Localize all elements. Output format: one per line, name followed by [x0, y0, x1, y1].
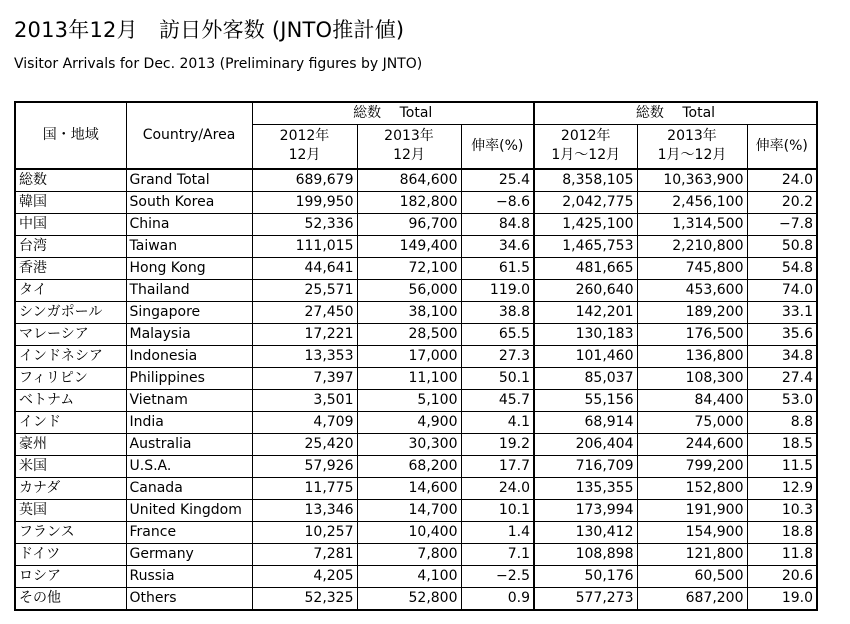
- value-2013-jan-dec-cell: 176,500: [637, 323, 747, 345]
- value-2013-dec-cell: 11,100: [357, 367, 461, 389]
- value-2012-dec-cell: 52,336: [252, 213, 357, 235]
- growth-monthly-cell: 17.7: [461, 455, 534, 477]
- country-jp-cell: フランス: [15, 521, 126, 543]
- growth-monthly-cell: 45.7: [461, 389, 534, 411]
- value-2012-jan-dec-cell: 173,994: [534, 499, 637, 521]
- country-jp-cell: 韓国: [15, 191, 126, 213]
- value-2013-jan-dec-cell: 75,000: [637, 411, 747, 433]
- value-2012-dec-cell: 11,775: [252, 477, 357, 499]
- country-jp-cell: フィリピン: [15, 367, 126, 389]
- table-row: [15, 235, 817, 257]
- growth-monthly-cell: 65.5: [461, 323, 534, 345]
- visitor-arrivals-table: [14, 101, 818, 611]
- country-en-cell: India: [126, 411, 252, 433]
- growth-monthly-cell: 19.2: [461, 433, 534, 455]
- country-en-cell: Taiwan: [126, 235, 252, 257]
- table-row: [15, 543, 817, 565]
- country-jp-cell: 中国: [15, 213, 126, 235]
- value-2012-dec-cell: 4,205: [252, 565, 357, 587]
- table-row: [15, 587, 817, 610]
- value-2012-dec-cell: 3,501: [252, 389, 357, 411]
- value-2013-jan-dec-cell: 745,800: [637, 257, 747, 279]
- value-2012-dec-cell: 7,397: [252, 367, 357, 389]
- country-en-cell: South Korea: [126, 191, 252, 213]
- table-row: [15, 279, 817, 301]
- value-2012-dec-cell: 689,679: [252, 169, 357, 192]
- table-row: [15, 455, 817, 477]
- value-2013-dec-cell: 7,800: [357, 543, 461, 565]
- value-2012-dec-cell: 13,353: [252, 345, 357, 367]
- growth-monthly-cell: 24.0: [461, 477, 534, 499]
- country-jp-cell: 英国: [15, 499, 126, 521]
- growth-monthly-cell: 38.8: [461, 301, 534, 323]
- growth-monthly-cell: 10.1: [461, 499, 534, 521]
- growth-monthly-cell: 84.8: [461, 213, 534, 235]
- value-2013-jan-dec-cell: 189,200: [637, 301, 747, 323]
- growth-monthly-cell: 61.5: [461, 257, 534, 279]
- country-jp-cell: 米国: [15, 455, 126, 477]
- table-row: [15, 477, 817, 499]
- value-2012-jan-dec-cell: 716,709: [534, 455, 637, 477]
- growth-yearly-cell: 18.8: [747, 521, 817, 543]
- page-title: 2013年12月 訪日外客数 (JNTO推計値): [14, 18, 405, 42]
- header-group-yearly: 総数 Total: [534, 102, 817, 125]
- value-2012-dec-cell: 13,346: [252, 499, 357, 521]
- value-2012-jan-dec-cell: 2,042,775: [534, 191, 637, 213]
- value-2012-dec-cell: 25,420: [252, 433, 357, 455]
- value-2012-dec-cell: 111,015: [252, 235, 357, 257]
- value-2012-jan-dec-cell: 55,156: [534, 389, 637, 411]
- value-2012-dec-cell: 57,926: [252, 455, 357, 477]
- value-2013-dec-cell: 14,700: [357, 499, 461, 521]
- value-2012-dec-cell: 10,257: [252, 521, 357, 543]
- table-row: [15, 191, 817, 213]
- value-2013-jan-dec-cell: 799,200: [637, 455, 747, 477]
- country-jp-cell: 総数: [15, 169, 126, 192]
- growth-yearly-cell: 74.0: [747, 279, 817, 301]
- growth-monthly-cell: −8.6: [461, 191, 534, 213]
- header-country-en: Country/Area: [126, 102, 252, 169]
- value-2012-dec-cell: 7,281: [252, 543, 357, 565]
- value-2013-jan-dec-cell: 2,210,800: [637, 235, 747, 257]
- value-2012-jan-dec-cell: 206,404: [534, 433, 637, 455]
- table-row: [15, 169, 817, 192]
- value-2013-jan-dec-cell: 154,900: [637, 521, 747, 543]
- country-en-cell: Germany: [126, 543, 252, 565]
- country-jp-cell: ロシア: [15, 565, 126, 587]
- value-2013-dec-cell: 17,000: [357, 345, 461, 367]
- value-2012-jan-dec-cell: 130,183: [534, 323, 637, 345]
- value-2013-jan-dec-cell: 244,600: [637, 433, 747, 455]
- country-en-cell: Grand Total: [126, 169, 252, 192]
- value-2012-jan-dec-cell: 68,914: [534, 411, 637, 433]
- growth-monthly-cell: 7.1: [461, 543, 534, 565]
- growth-yearly-cell: 12.9: [747, 477, 817, 499]
- value-2013-dec-cell: 38,100: [357, 301, 461, 323]
- country-jp-cell: インドネシア: [15, 345, 126, 367]
- header-2013-jan-dec: 2013年 1月～12月: [637, 125, 747, 169]
- value-2013-dec-cell: 72,100: [357, 257, 461, 279]
- growth-yearly-cell: 35.6: [747, 323, 817, 345]
- value-2013-dec-cell: 864,600: [357, 169, 461, 192]
- value-2012-jan-dec-cell: 50,176: [534, 565, 637, 587]
- table-row: [15, 367, 817, 389]
- value-2013-dec-cell: 4,900: [357, 411, 461, 433]
- country-jp-cell: カナダ: [15, 477, 126, 499]
- value-2013-dec-cell: 28,500: [357, 323, 461, 345]
- country-en-cell: Malaysia: [126, 323, 252, 345]
- country-en-cell: Russia: [126, 565, 252, 587]
- growth-yearly-cell: 54.8: [747, 257, 817, 279]
- growth-yearly-cell: 24.0: [747, 169, 817, 192]
- value-2012-jan-dec-cell: 8,358,105: [534, 169, 637, 192]
- country-en-cell: Vietnam: [126, 389, 252, 411]
- value-2013-dec-cell: 10,400: [357, 521, 461, 543]
- growth-monthly-cell: 0.9: [461, 587, 534, 610]
- value-2013-dec-cell: 96,700: [357, 213, 461, 235]
- country-en-cell: Canada: [126, 477, 252, 499]
- value-2013-jan-dec-cell: 84,400: [637, 389, 747, 411]
- growth-yearly-cell: 20.2: [747, 191, 817, 213]
- header-2012-dec: 2012年 12月: [252, 125, 357, 169]
- growth-yearly-cell: 11.8: [747, 543, 817, 565]
- value-2013-dec-cell: 56,000: [357, 279, 461, 301]
- country-jp-cell: ドイツ: [15, 543, 126, 565]
- country-en-cell: Philippines: [126, 367, 252, 389]
- value-2013-dec-cell: 14,600: [357, 477, 461, 499]
- value-2012-jan-dec-cell: 101,460: [534, 345, 637, 367]
- country-jp-cell: マレーシア: [15, 323, 126, 345]
- page-subtitle: Visitor Arrivals for Dec. 2013 (Preliminary figures by JNTO): [14, 56, 423, 72]
- header-country-jp: 国・地域: [15, 102, 126, 169]
- growth-yearly-cell: 34.8: [747, 345, 817, 367]
- growth-yearly-cell: 19.0: [747, 587, 817, 610]
- country-jp-cell: タイ: [15, 279, 126, 301]
- country-en-cell: Hong Kong: [126, 257, 252, 279]
- country-en-cell: Others: [126, 587, 252, 610]
- value-2013-jan-dec-cell: 453,600: [637, 279, 747, 301]
- value-2012-jan-dec-cell: 142,201: [534, 301, 637, 323]
- country-jp-cell: ベトナム: [15, 389, 126, 411]
- value-2013-dec-cell: 4,100: [357, 565, 461, 587]
- table-row: [15, 213, 817, 235]
- table-body: [15, 169, 817, 610]
- growth-monthly-cell: 27.3: [461, 345, 534, 367]
- value-2012-jan-dec-cell: 130,412: [534, 521, 637, 543]
- value-2013-jan-dec-cell: 10,363,900: [637, 169, 747, 192]
- header-growth-yearly: 伸率(%): [747, 125, 817, 169]
- growth-monthly-cell: 119.0: [461, 279, 534, 301]
- header-2013-dec: 2013年 12月: [357, 125, 461, 169]
- growth-yearly-cell: 8.8: [747, 411, 817, 433]
- value-2013-jan-dec-cell: 108,300: [637, 367, 747, 389]
- value-2013-jan-dec-cell: 191,900: [637, 499, 747, 521]
- value-2012-dec-cell: 4,709: [252, 411, 357, 433]
- value-2013-jan-dec-cell: 136,800: [637, 345, 747, 367]
- table-row: [15, 499, 817, 521]
- growth-monthly-cell: 50.1: [461, 367, 534, 389]
- growth-yearly-cell: 10.3: [747, 499, 817, 521]
- country-en-cell: United Kingdom: [126, 499, 252, 521]
- country-jp-cell: その他: [15, 587, 126, 610]
- growth-yearly-cell: 53.0: [747, 389, 817, 411]
- table-row: [15, 389, 817, 411]
- country-en-cell: Australia: [126, 433, 252, 455]
- country-jp-cell: シンガポール: [15, 301, 126, 323]
- value-2013-dec-cell: 182,800: [357, 191, 461, 213]
- value-2012-jan-dec-cell: 577,273: [534, 587, 637, 610]
- value-2012-jan-dec-cell: 135,355: [534, 477, 637, 499]
- growth-monthly-cell: −2.5: [461, 565, 534, 587]
- value-2013-jan-dec-cell: 2,456,100: [637, 191, 747, 213]
- header-group-monthly: 総数 Total: [252, 102, 534, 125]
- growth-monthly-cell: 1.4: [461, 521, 534, 543]
- growth-yearly-cell: 50.8: [747, 235, 817, 257]
- growth-yearly-cell: 33.1: [747, 301, 817, 323]
- value-2012-jan-dec-cell: 85,037: [534, 367, 637, 389]
- table-row: [15, 301, 817, 323]
- growth-yearly-cell: 20.6: [747, 565, 817, 587]
- country-jp-cell: 豪州: [15, 433, 126, 455]
- growth-monthly-cell: 4.1: [461, 411, 534, 433]
- country-en-cell: U.S.A.: [126, 455, 252, 477]
- value-2013-dec-cell: 68,200: [357, 455, 461, 477]
- value-2012-dec-cell: 44,641: [252, 257, 357, 279]
- value-2013-jan-dec-cell: 60,500: [637, 565, 747, 587]
- value-2012-jan-dec-cell: 481,665: [534, 257, 637, 279]
- growth-yearly-cell: −7.8: [747, 213, 817, 235]
- growth-monthly-cell: 34.6: [461, 235, 534, 257]
- header-growth-monthly: 伸率(%): [461, 125, 534, 169]
- value-2013-dec-cell: 30,300: [357, 433, 461, 455]
- growth-yearly-cell: 27.4: [747, 367, 817, 389]
- table-row: [15, 323, 817, 345]
- value-2012-jan-dec-cell: 1,425,100: [534, 213, 637, 235]
- country-en-cell: France: [126, 521, 252, 543]
- table-row: [15, 565, 817, 587]
- country-jp-cell: 香港: [15, 257, 126, 279]
- country-en-cell: Thailand: [126, 279, 252, 301]
- header-2012-jan-dec: 2012年 1月～12月: [534, 125, 637, 169]
- value-2012-dec-cell: 52,325: [252, 587, 357, 610]
- country-jp-cell: インド: [15, 411, 126, 433]
- value-2012-dec-cell: 17,221: [252, 323, 357, 345]
- table-row: [15, 345, 817, 367]
- value-2013-jan-dec-cell: 152,800: [637, 477, 747, 499]
- value-2013-jan-dec-cell: 687,200: [637, 587, 747, 610]
- country-en-cell: Indonesia: [126, 345, 252, 367]
- growth-yearly-cell: 11.5: [747, 455, 817, 477]
- country-en-cell: China: [126, 213, 252, 235]
- table-row: [15, 411, 817, 433]
- value-2013-jan-dec-cell: 121,800: [637, 543, 747, 565]
- value-2013-dec-cell: 5,100: [357, 389, 461, 411]
- country-jp-cell: 台湾: [15, 235, 126, 257]
- value-2012-jan-dec-cell: 260,640: [534, 279, 637, 301]
- growth-yearly-cell: 18.5: [747, 433, 817, 455]
- table-row: [15, 433, 817, 455]
- table-row: [15, 521, 817, 543]
- value-2013-dec-cell: 52,800: [357, 587, 461, 610]
- value-2012-jan-dec-cell: 1,465,753: [534, 235, 637, 257]
- value-2013-jan-dec-cell: 1,314,500: [637, 213, 747, 235]
- value-2013-dec-cell: 149,400: [357, 235, 461, 257]
- growth-monthly-cell: 25.4: [461, 169, 534, 192]
- value-2012-dec-cell: 27,450: [252, 301, 357, 323]
- table-row: [15, 257, 817, 279]
- value-2012-dec-cell: 199,950: [252, 191, 357, 213]
- value-2012-dec-cell: 25,571: [252, 279, 357, 301]
- value-2012-jan-dec-cell: 108,898: [534, 543, 637, 565]
- country-en-cell: Singapore: [126, 301, 252, 323]
